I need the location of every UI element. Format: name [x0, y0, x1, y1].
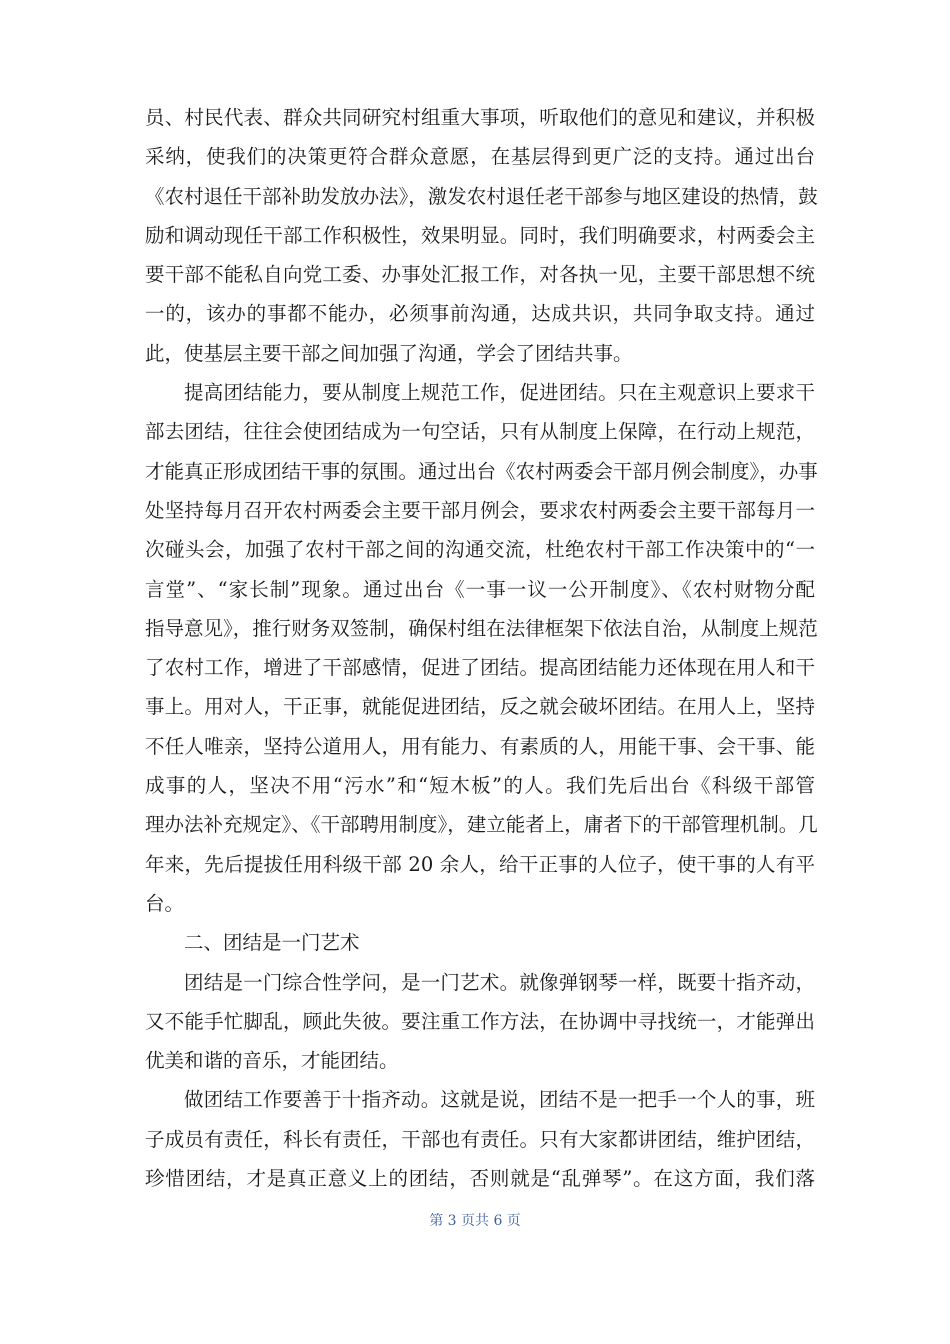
text-line: 指导意见》，推行财务双签制，确保村组在法律框架下依法自治，从制度上规范: [145, 616, 818, 640]
text-line: 励和调动现任干部工作积极性，效果明显。同时，我们明确要求，村两委会主: [145, 223, 815, 247]
text-line: 事上。用对人，干正事，就能促进团结，反之就会破坏团结。在用人上，坚持: [145, 695, 815, 719]
text-line: 处坚持每月召开农村两委会主要干部月例会，要求农村两委会主要干部每月一: [145, 498, 815, 522]
text-line: 年来，先后提拔任用科级干部 20 余人，给干正事的人位子，使干事的人有平: [145, 852, 815, 876]
document-body: [145, 98, 818, 1198]
text-line: 部去团结，往往会使团结成为一句空话，只有从制度上保障，在行动上规范，: [145, 420, 815, 444]
text-line: 员、村民代表、群众共同研究村组重大事项，听取他们的意见和建议，并积极: [145, 106, 815, 129]
text-line: 此，使基层主要干部之间加强了沟通，学会了团结共事。: [145, 341, 633, 365]
text-line: 《农村退任干部补助发放办法》，激发农村退任老干部参与地区建设的热情，鼓: [145, 184, 818, 208]
text-line: 了农村工作，增进了干部感情，促进了团结。提高团结能力还体现在用人和干: [145, 656, 815, 680]
paragraph-first-line: 提高团结能力，要从制度上规范工作，促进团结。只在主观意识上要求干: [184, 381, 815, 405]
text-line: 子成员有责任，科长有责任，干部也有责任。只有大家都讲团结，维护团结，: [145, 1127, 815, 1151]
text-line: 台。: [145, 891, 185, 915]
text-line: 成事的人，坚决不用“污水”和“短木板”的人。我们先后出台《科级干部管: [145, 774, 815, 798]
text-line: 才能真正形成团结干事的氛围。通过出台《农村两委会干部月例会制度》，办事: [145, 459, 818, 483]
text-line: 采纳，使我们的决策更符合群众意愿，在基层得到更广泛的支持。通过出台: [145, 145, 815, 169]
text-line: 不任人唯亲，坚持公道用人，用有能力、有素质的人，用能干事、会干事、能: [145, 734, 815, 758]
text-line: 言堂”、“家长制”现象。通过出台《一事一议一公开制度》、《农村财物分配: [145, 577, 815, 601]
text-line: 又不能手忙脚乱，顾此失彼。要注重工作方法，在协调中寻找统一，才能弹出: [145, 1009, 815, 1033]
text-line: 优美和谐的音乐，才能团结。: [145, 1049, 399, 1073]
paragraph-first-line: 团结是一门综合性学问，是一门艺术。就像弹钢琴一样，既要十指齐动，: [184, 970, 815, 994]
text-line: 一的，该办的事都不能办，必须事前沟通，达成共识，共同争取支持。通过: [145, 302, 815, 326]
text-line: 珍惜团结，才是真正意义上的团结，否则就是“乱弹琴”。在这方面，我们落: [145, 1167, 815, 1191]
section-heading: 二、团结是一门艺术: [184, 931, 360, 955]
page-number-footer: 第 3 页共 6 页: [429, 1213, 521, 1229]
text-line: 次碰头会，加强了农村干部之间的沟通交流，杜绝农村干部工作决策中的“一: [145, 538, 815, 562]
text-line: 要干部不能私自向党工委、办事处汇报工作，对各执一见，主要干部思想不统: [145, 263, 815, 287]
text-line: 理办法补充规定》、《干部聘用制度》，建立能者上，庸者下的干部管理机制。几: [145, 813, 818, 837]
paragraph-first-line: 做团结工作要善于十指齐动。这就是说，团结不是一把手一个人的事，班: [184, 1088, 815, 1112]
